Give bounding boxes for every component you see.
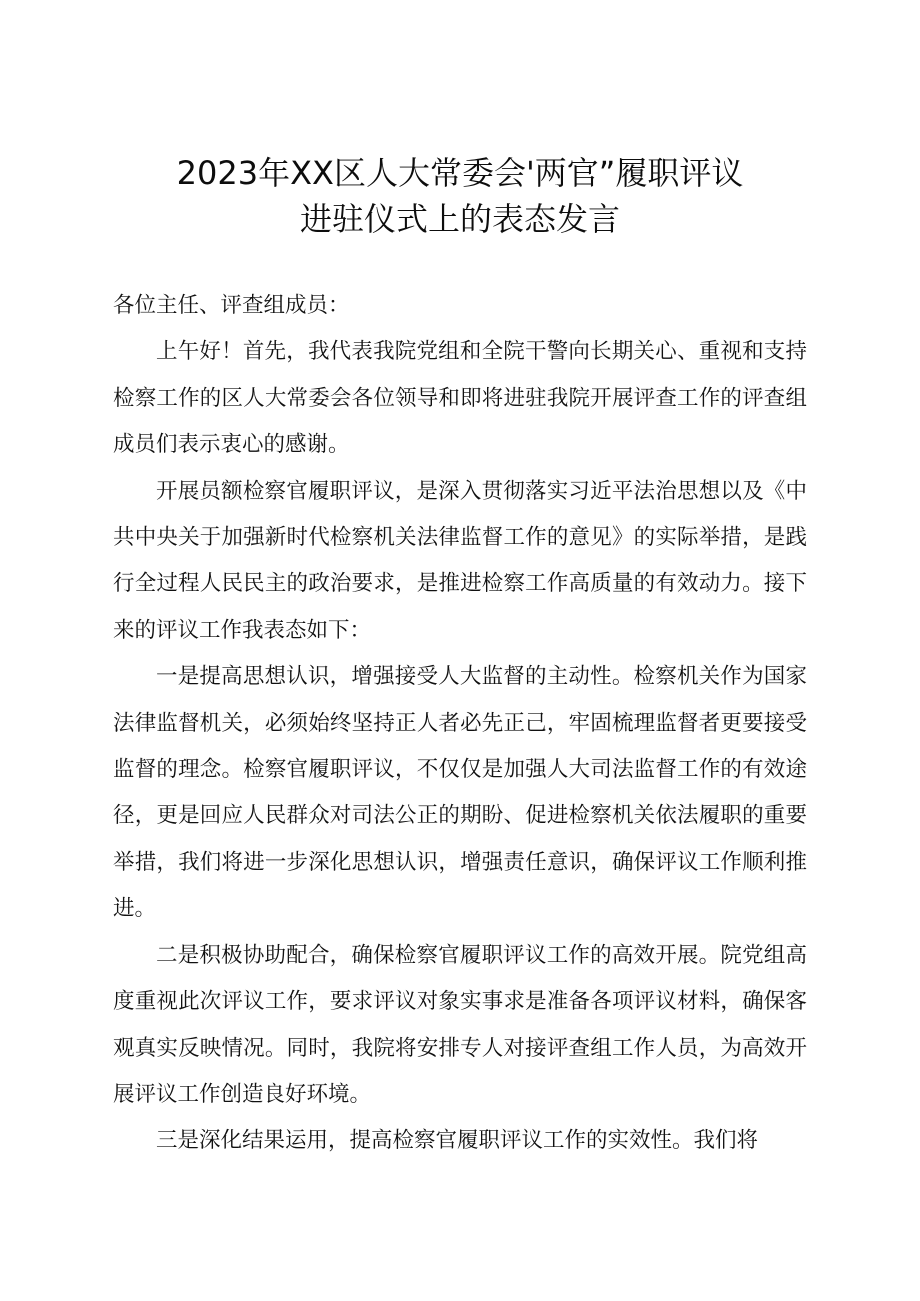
paragraph-point-two: 二是积极协助配合，确保检察官履职评议工作的高效开展。院党组高度重视此次评议工作，要求评议对象实事求是准备各项评议材料，确保客观真实反映情况。同时，我院将安排专人对接评查组工作人员，为高效开展评议工作创造良好环境。: [113, 942, 807, 1107]
salutation: 各位主任、评查组成员：: [113, 293, 350, 318]
paragraph-point-one: 一是提高思想认识，增强接受人大监督的主动性。检察机关作为国家法律监督机关，必须始终坚持正人者必先正己，牢固梳理监督者更要接受监督的理念。检察官履职评议，不仅仅是加强人大司法监督工作的有效途径，更是回应人民群众对司法公正的期盼、促进检察机关依法履职的重要举措，我们将进一步深化思想认识，增强责任意识，确保评议工作顺利推进。: [113, 664, 807, 922]
paragraph-greeting: 上午好！首先，我代表我院党组和全院干警向长期关心、重视和支持检察工作的区人大常委会各位领导和即将进驻我院开展评查工作的评查组成员们表示衷心的感谢。: [113, 339, 807, 458]
document-title: [0, 150, 920, 242]
title-line-2: 进驻仪式上的表态发言: [299, 200, 620, 238]
document-body: [113, 283, 807, 1165]
paragraph-point-three: 三是深化结果运用，提高检察官履职评议工作的实效性。我们将: [156, 1128, 759, 1154]
title-line-1: 2023年XX区人大常委会'两官”履职评议: [176, 154, 744, 192]
paragraph-significance: 开展员额检察官履职评议，是深入贯彻落实习近平法治思想以及《中共中央关于加强新时代检察机关法律监督工作的意见》的实际举措，是践行全过程人民民主的政治要求，是推进检察工作高质量的有效动力。接下来的评议工作我表态如下：: [113, 478, 807, 643]
